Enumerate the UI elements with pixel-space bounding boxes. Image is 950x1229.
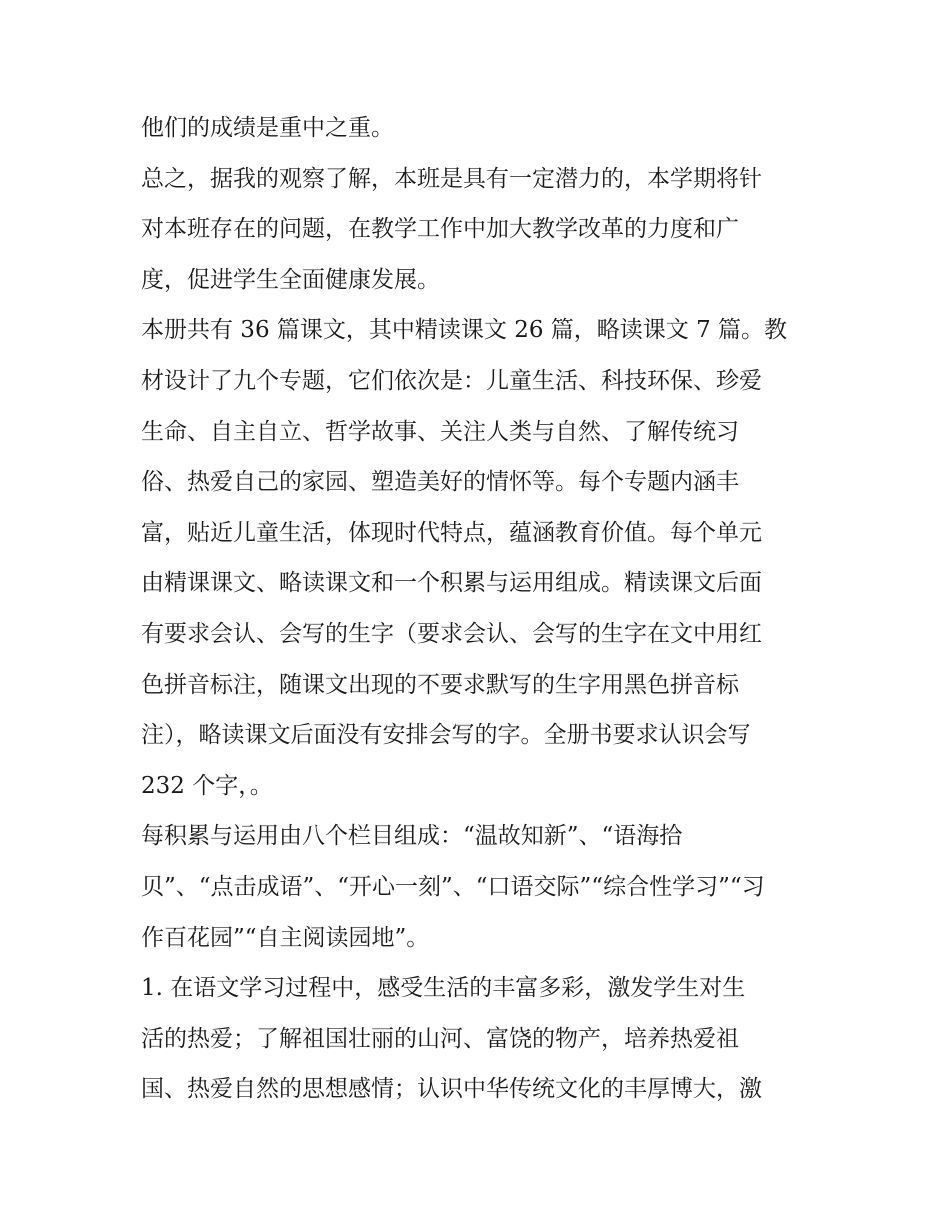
text-line: 总之，据我的观察了解，本班是具有一定潜力的，本学期将针 [141,165,762,192]
text-line: 色拼音标注，随课文出现的不要求默写的生字用黑色拼音标 [141,671,739,698]
text-line: 俗、热爱自己的家园、塑造美好的情怀等。每个专题内涵丰 [141,469,739,496]
text-line: 国、热爱自然的思想感情；认识中华传统文化的丰厚博大，激 [141,1076,762,1103]
body-text [141,103,821,1115]
text-line: 每积累与运用由八个栏目组成：“温故知新”、“语海拾 [141,823,683,850]
text-line: 由精课课文、略读课文和一个积累与运用组成。精读课文后面 [141,570,762,597]
text-line: 他们的成绩是重中之重。 [141,115,394,141]
text-line: 作百花园”“自主阅读园地”。 [141,924,430,951]
text-line: 注），略读课文后面没有安排会写的字。全册书要求认识会写 [141,722,751,749]
text-line: 活的热爱；了解祖国壮丽的山河、富饶的物产，培养热爱祖 [141,1025,739,1052]
text-line: 生命、自主自立、哲学故事、关注人类与自然、了解传统习 [141,418,739,445]
text-line: 贝”、“点击成语”、“开心一刻”、“口语交际”“综合性学习”“习 [141,873,765,900]
text-line: 材设计了九个专题，它们依次是：儿童生活、科技环保、珍爱 [141,367,762,394]
text-line: 本册共有 36 篇课文，其中精读课文 26 篇，略读课文 7 篇。教 [141,317,788,344]
text-line: 1. 在语文学习过程中，感受生活的丰富多彩，激发学生对生 [141,975,746,1002]
text-line: 232 个字，。 [141,772,273,799]
text-line: 有要求会认、会写的生字（要求会认、会写的生字在文中用红 [141,620,762,647]
text-line: 对本班存在的问题，在教学工作中加大教学改革的力度和广 [141,216,739,243]
text-line: 富，贴近儿童生活，体现时代特点，蕴涵教育价值。每个单元 [141,519,762,546]
text-line: 度，促进学生全面健康发展。 [141,266,440,293]
